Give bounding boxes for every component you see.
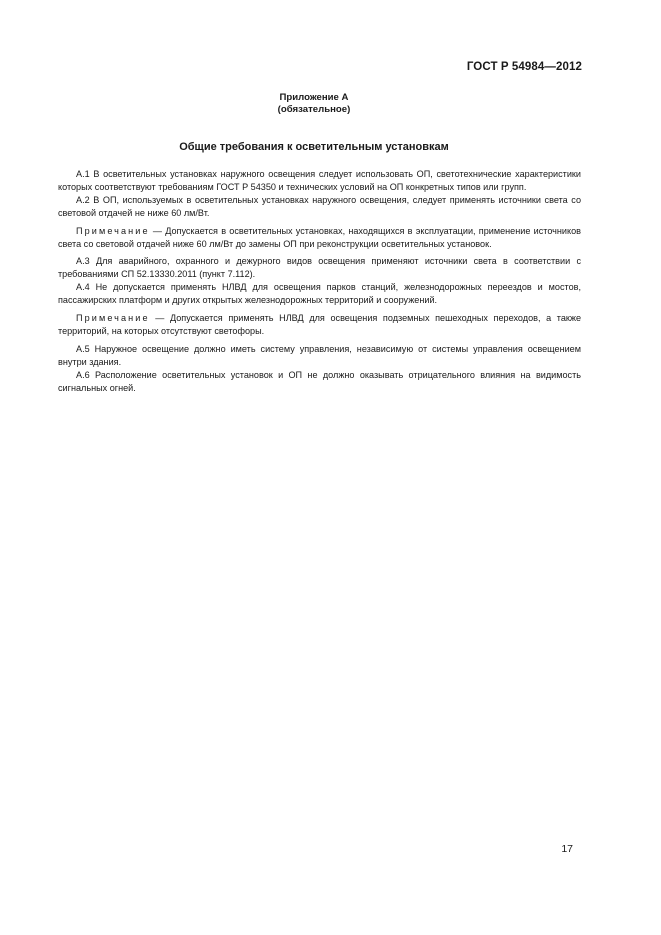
- paragraph-a3: А.3 Для аварийного, охранного и дежурного видов освещения применяют источники света в соответствии с требованиями СП 52.13330.2011 (пункт 7.112).: [58, 256, 581, 280]
- note-2: [58, 312, 581, 338]
- paragraph-a2: А.2 В ОП, используемых в осветительных установках наружного освещения, следует применять источники света со световой отдачей не ниже 60 лм/Вт.: [58, 194, 581, 218]
- document-body: [58, 168, 581, 395]
- paragraph-a6: А.6 Расположение осветительных установок и ОП не должно оказывать отрицательного влияния на видимость сигнальных огней.: [58, 369, 581, 393]
- note-label: Примечание: [76, 225, 150, 236]
- section-title: Общие требования к осветительным установкам: [179, 141, 449, 153]
- annex-status: (обязательное): [277, 104, 351, 115]
- paragraph-a1: А.1 В осветительных установках наружного освещения следует использовать ОП, светотехнические характеристики которых соответствуют требованиям ГОСТ Р 54350 и технических условий на ОП конкретных типов или групп.: [58, 169, 581, 192]
- paragraph-a5: А.5 Наружное освещение должно иметь систему управления, независимую от системы управления освещением внутри здания.: [58, 343, 581, 367]
- document-code: ГОСТ Р 54984—2012: [466, 61, 582, 73]
- page-number: 17: [561, 843, 573, 855]
- note-1: [58, 225, 581, 251]
- note-label: Примечание: [76, 313, 150, 324]
- annex-title: Приложение А: [279, 92, 349, 103]
- note-text: — Допускается в осветительных установках, находящихся в эксплуатации, применение источников света со световой отдачей ниже 60 лм/Вт до замены ОП при реконструкции осветительных установок.: [58, 225, 581, 249]
- paragraph-a4: А.4 Не допускается применять НЛВД для освещения парков станций, железнодорожных переездов и мостов, пассажирских платформ и других открытых железнодорожных территорий и сооружений.: [58, 282, 581, 306]
- note-text: — Допускается применять НЛВД для освещения подземных пешеходных переходов, а также территорий, на которых отсутствуют светофоры.: [58, 313, 581, 336]
